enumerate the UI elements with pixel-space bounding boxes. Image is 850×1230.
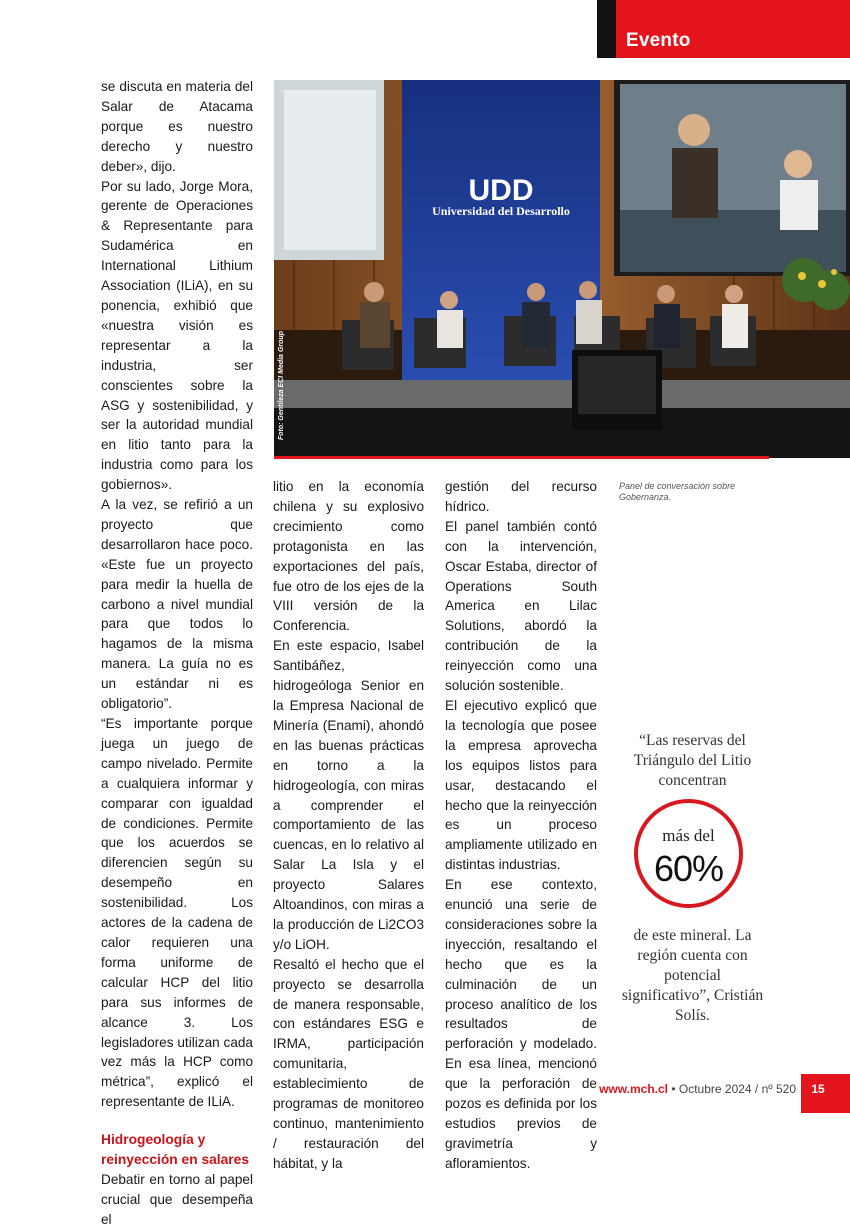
footer-url[interactable]: www.mch.cl	[599, 1082, 668, 1096]
paragraph: Por su lado, Jorge Mora, gerente de Operaciones & Representante para Sudamérica en International Lithium Association (ILiA), en su ponencia, exhibió que «nuestra visión es representar a la industria, ser conscientes sobre la ASG y sostenibilidad, y ser la autoridad mundial en litio tanto para la industria como para los gobiernos».	[101, 178, 253, 493]
paragraph: El panel también contó con la intervención, Oscar Estaba, director of Operations South America en Lilac Solutions, abordó la contribución de la reinyección como una solución sostenible.	[445, 518, 597, 694]
page-number: 15	[811, 1082, 825, 1096]
event-photo	[274, 80, 850, 458]
panel-stage-illustration	[274, 80, 850, 458]
article-column-1	[101, 77, 253, 1230]
highlight-figure: 60%	[653, 848, 724, 889]
article-column-3	[445, 477, 597, 1174]
paragraph: Resaltó el hecho que el proyecto se desarrolla de manera responsable, con estándares ESG e IRMA, participación comunitaria, establecimiento de programas de monitoreo continuo, mantenimiento / restauración del hábitat, y la	[273, 956, 424, 1171]
photo-red-rule	[274, 456, 769, 459]
pull-quote-outro: de este mineral. La región cuenta con potencial significativo”, Cristián Solís.	[621, 927, 764, 1024]
section-label: Evento	[626, 30, 691, 51]
highlight-label: más del	[662, 826, 715, 845]
banner-logo: UDD	[468, 174, 534, 207]
paragraph: se discuta en materia del Salar de Atacama porque es nuestro derecho y nuestro deber», dijo.	[101, 79, 253, 174]
paragraph: “Es importante porque juega un juego de campo nivelado. Permite a cualquiera informar y comparar con igualdad de condiciones. Permite que los acuerdos se diferencien según su desempeño en sostenibilidad. Los actores de la cadena de calor requieren una forma uniforme de calcular HCP del litio para sus informes de alcance 3. Los legisladores utilizan cada vez más la HCP como métrica”, explicó el representante de ILiA.	[101, 716, 253, 1110]
footer-info	[560, 1082, 796, 1096]
paragraph: gestión del recurso hídrico.	[445, 479, 597, 514]
section-subheading: Hidrogeología y reinyección en salares	[101, 1132, 250, 1168]
photo-caption: Panel de conversación sobre Gobernanza.	[619, 481, 736, 502]
paragraph: litio en la economía chilena y su explosivo crecimiento como protagonista en las exportaciones del país, fue otro de los ejes de la VIII versión de la Conferencia.	[273, 479, 424, 634]
paragraph: A la vez, se refirió a un proyecto que desarrollaron hace poco. «Este fue un proyecto para medir la huella de carbono a nivel mundial para que todos lo hagamos de la misma manera. La guía no es un estándar ni es obligatorio”.	[101, 497, 253, 712]
paragraph: En ese contexto, enunció una serie de consideraciones sobre la inyección, resaltando el hecho que es la culminación de un proceso analítico de los resultados de perforación y modelado. En esa línea, mencionó que la perforación de pozos es definida por los estudios previos de gravimetría y afloramientos.	[445, 877, 597, 1171]
footer-issue: • Octubre 2024 / nº 520	[668, 1082, 796, 1096]
pull-quote-intro: “Las reservas del Triángulo del Litio concentran	[633, 732, 752, 789]
banner-text: Universidad del Desarrollo	[432, 204, 570, 218]
article-column-2	[273, 477, 424, 1174]
paragraph: En este espacio, Isabel Santibáñez, hidrogeóloga Senior en la Empresa Nacional de Minería (Enami), ahondó en las buenas prácticas en torno a la hidrogeología, con miras a comprender el comportamiento de las cuencas, en lo relativo al Salar La Isla y el proyecto Salares Altoandinos, con miras a la producción de Li2CO3 y/o LiOH.	[273, 638, 424, 952]
paragraph: Debatir en torno al papel crucial que desempeña el	[101, 1172, 253, 1227]
paragraph: El ejecutivo explicó que la tecnología que posee la empresa aprovecha los equipos listos para usar, destacando el hecho que la reinyección es un proceso ampliamente utilizado en distintas industrias.	[445, 697, 597, 873]
photo-credit: Foto: Gentileza ECI Media Group	[278, 331, 285, 440]
